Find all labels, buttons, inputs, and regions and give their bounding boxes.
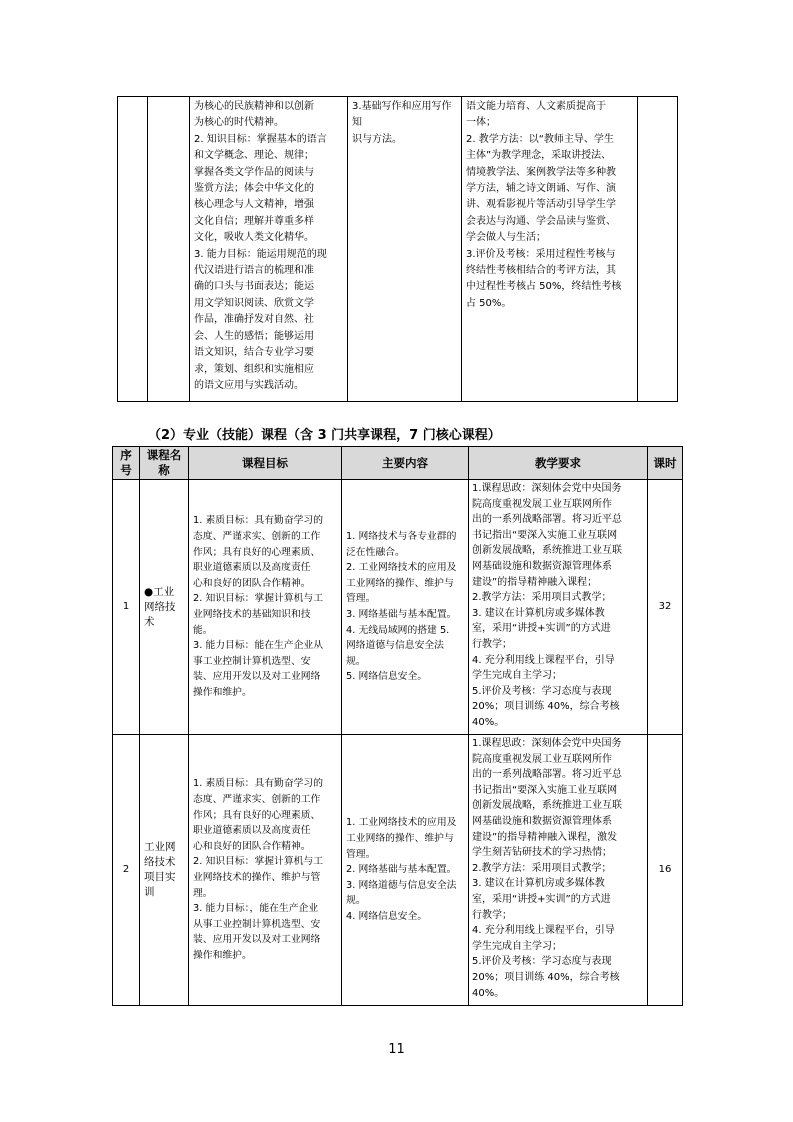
- text-line: 掌握各类文学作品的阅读与: [194, 166, 314, 178]
- text-line: 5.评价及考核：学习态度与表现: [472, 685, 612, 697]
- text-line: 1.课程思政：深刻体会党中央国务: [472, 483, 622, 494]
- content-text: [346, 529, 464, 685]
- table-row: [113, 480, 683, 735]
- main-content-cell: [342, 735, 469, 1006]
- text-line: 1. 素质目标：具有勤奋学习的: [193, 515, 324, 527]
- text-line: 作品，准确抒发对自然、社: [194, 314, 314, 326]
- goal-text: [193, 513, 337, 700]
- text-line: 室，采用“讲授+实训”的方式进: [472, 623, 611, 635]
- course-goal-cell: [190, 97, 348, 402]
- text-line: 装、应用开发以及对工业网络: [193, 934, 321, 946]
- text-line: 中过程性考核占 50%，终结性考核: [466, 281, 622, 293]
- text-line: 3. 能力目标：能运用规范的现: [194, 248, 327, 260]
- text-line: 业网络技术的操作、维护与管: [193, 872, 321, 883]
- text-line: 职业道德素质以及高度责任: [193, 825, 311, 837]
- text-line: 20%；项目训练 40%，综合考核: [472, 971, 620, 983]
- text-line: 的语文应用与实践活动。: [194, 379, 304, 391]
- text-line: 学会做人与生活；: [466, 232, 546, 244]
- text-line: 行教学；: [472, 638, 512, 650]
- text-line: 工业网络的操作、维护与: [346, 833, 454, 845]
- text-line: 3. 能力目标：能在生产企业从: [193, 640, 324, 652]
- text-line: 4. 网络信息安全。: [346, 910, 428, 922]
- text-line: 4. 充分利用线上课程平台，引导: [472, 654, 615, 666]
- text-line: 求，策划、组织和实施相应: [194, 363, 314, 375]
- text-line: 3. 建议在计算机房或多媒体教: [472, 878, 605, 890]
- text-line: 书记指出“要深入实施工业互联网: [472, 529, 618, 541]
- requirements-text: [472, 481, 644, 731]
- text-line: 创新发展战略，系统推进工业互联: [472, 800, 622, 812]
- text-line: 作风；具有良好的心理素质、: [193, 546, 321, 558]
- text-line: 3. 能力目标：，能在生产企业: [193, 903, 319, 915]
- text-line: 确的口头与书面表达；能运: [194, 281, 314, 293]
- hours-cell: [638, 97, 678, 402]
- text-line: 职业道德素质以及高度责任: [193, 562, 311, 574]
- text-line: 装、应用开发以及对工业网络: [193, 671, 321, 683]
- row-index: 2: [113, 735, 140, 1006]
- text-line: 40%。: [472, 987, 505, 999]
- text-line: 情境教学法、案例教学法等多种教: [466, 166, 616, 178]
- text-line: 1. 工业网络技术的应用及: [346, 817, 457, 829]
- text-line: 2. 网络基础与基本配置。: [346, 864, 457, 876]
- table-row: [118, 97, 678, 402]
- table-header-row: [113, 447, 683, 480]
- course-name: 工业网络技术项目实训: [140, 735, 189, 1006]
- text-line: 态度、严谨求实、创新的工作: [193, 531, 321, 543]
- text-line: 学生刻苦钻研技术的学习热情；: [472, 847, 612, 859]
- text-line: 院高度重视发展工业互联网所作: [472, 753, 612, 765]
- text-line: 操作和维护。: [193, 949, 252, 961]
- text-line: 5.评价及考核：学习态度与表现: [472, 956, 612, 968]
- text-line: 2.教学方法：采用项目式教学；: [472, 592, 612, 604]
- content-text: [346, 815, 464, 924]
- text-line: 文化自信；理解并尊重多样: [194, 215, 314, 227]
- text-line: 为核心的民族精神和以创新: [194, 101, 314, 112]
- text-line: 语文能力培育、人文素质提高于: [466, 101, 606, 112]
- header-main-content: 主要内容: [342, 447, 469, 480]
- text-line: 4. 无线局域网的搭建 5.: [346, 624, 450, 636]
- text-line: 2. 知识目标：掌握计算机与工: [193, 593, 324, 605]
- goal-text: [193, 776, 337, 963]
- text-line: 管理。: [346, 848, 376, 860]
- text-line: 会、人生的感悟；能够运用: [194, 330, 314, 342]
- page-number: 11: [388, 1042, 405, 1057]
- course-hours: 16: [648, 735, 683, 1006]
- course-name-cell: [148, 97, 190, 402]
- text-line: 3.评价及考核：采用过程性考核与: [466, 248, 616, 260]
- text-line: 学方法，辅之诗文朗诵、写作、演: [466, 183, 616, 195]
- teaching-requirements-cell: [462, 97, 638, 402]
- text-line: 学生完成自主学习；: [472, 670, 562, 682]
- text-line: 学生完成自主学习；: [472, 940, 562, 952]
- text-line: 20%；项目训练 40%，综合考核: [472, 701, 620, 713]
- text-line: 3. 网络基础与基本配置。: [346, 609, 457, 620]
- course-hours: 32: [648, 480, 683, 735]
- text-line: 占 50%。: [466, 297, 512, 309]
- text-line: 业网络技术的基础知识和技: [193, 609, 311, 620]
- text-line: 2. 知识目标：掌握计算机与工: [193, 856, 324, 868]
- text-line: 从事工业控制计算机选型、安: [193, 918, 321, 930]
- text-line: 为核心的时代精神。: [194, 117, 284, 129]
- course-goal-cell: [189, 480, 342, 735]
- teaching-requirements-cell: [469, 735, 648, 1006]
- text-line: 2. 知识目标：掌握基本的语言: [194, 133, 327, 145]
- text-line: 语文知识，结合专业学习要: [194, 347, 314, 359]
- text-line: 出的一系列战略部署。将习近平总: [472, 769, 622, 781]
- text-line: 出的一系列战略部署。将习近平总: [472, 514, 622, 526]
- index-cell: [118, 97, 148, 402]
- text-line: 3.基础写作和应用写作知: [352, 101, 452, 129]
- text-line: 网基础设施和数据资源管理体系: [472, 815, 612, 827]
- text-line: 建设”的指导精神融入课程；: [472, 576, 598, 588]
- text-line: 3. 网络道德与信息安全法: [346, 879, 457, 891]
- text-line: 1.课程思政：深刻体会党中央国务: [472, 738, 622, 749]
- header-course-name: 课程名称: [140, 447, 189, 480]
- text-line: 1. 网络技术与各专业群的: [346, 531, 457, 543]
- text-line: 核心理念与人文精神，增强: [194, 199, 314, 211]
- text-line: 作风；具有良好的心理素质、: [193, 809, 321, 821]
- text-line: 鉴赏方法；体会中华文化的: [194, 183, 314, 195]
- text-line: 态度、严谨求实、创新的工作: [193, 794, 321, 806]
- text-line: 1. 素质目标：具有勤奋学习的: [193, 778, 324, 790]
- text-line: 识与方法。: [352, 133, 402, 145]
- text-line: 一体；: [466, 117, 496, 129]
- row-index: 1: [113, 480, 140, 735]
- text-line: 2. 教学方法：以“教师主导、学生: [466, 133, 614, 145]
- text-line: 2.教学方法：采用项目式教学；: [472, 862, 612, 874]
- text-line: 泛在性融合。: [346, 546, 405, 558]
- text-line: 事工业控制计算机选型、安: [193, 655, 311, 667]
- text-line: 室，采用“讲授+实训”的方式进: [472, 893, 611, 905]
- text-line: 书记指出“要深入实施工业互联网: [472, 784, 618, 796]
- previous-course-table-continuation: [117, 96, 678, 402]
- text-line: 规。: [346, 895, 366, 907]
- table-row: [113, 735, 683, 1006]
- main-content-cell: [342, 480, 469, 735]
- text-line: 创新发展战略，系统推进工业互联: [472, 545, 622, 557]
- text-line: 用文学知识阅读、欣赏文学: [194, 297, 314, 309]
- text-line: 网基础设施和数据资源管理体系: [472, 560, 612, 572]
- text-line: 管理。: [346, 593, 376, 605]
- text-line: 规。: [346, 655, 366, 667]
- header-teaching-requirements: 教学要求: [469, 447, 648, 480]
- professional-course-table: [112, 446, 683, 1006]
- main-content-cell: [348, 97, 462, 402]
- text-line: 和文学概念、理论、规律；: [194, 150, 314, 162]
- course-name: ●工业网络技术: [140, 480, 189, 735]
- text-line: 院高度重视发展工业互联网所作: [472, 498, 612, 510]
- text-line: 工业网络的操作、维护与: [346, 577, 454, 589]
- requirements-text: [466, 99, 633, 312]
- text-line: 4. 充分利用线上课程平台，引导: [472, 925, 615, 937]
- goal-text: [194, 99, 343, 394]
- header-course-goal: 课程目标: [189, 447, 342, 480]
- text-line: 行教学；: [472, 909, 512, 921]
- text-line: 建设”的指导精神融入课程，激发: [472, 831, 618, 843]
- text-line: 网络道德与信息安全法: [346, 640, 444, 652]
- course-goal-cell: [189, 735, 342, 1006]
- text-line: 2. 工业网络技术的应用及: [346, 562, 457, 574]
- text-line: 文化，吸收人类文化精华。: [194, 232, 314, 244]
- text-line: 3. 建议在计算机房或多媒体教: [472, 607, 605, 619]
- text-line: 主体”为教学理念，采取讲授法、: [466, 150, 612, 162]
- text-line: 会表达与沟通、学会品读与鉴赏、: [466, 215, 616, 227]
- section-title: （2）专业（技能）课程（含 3 门共享课程，7 门核心课程）: [148, 428, 501, 443]
- text-line: 代汉语进行语言的梳理和准: [194, 265, 314, 277]
- text-line: 5. 网络信息安全。: [346, 671, 428, 683]
- text-line: 操作和维护。: [193, 686, 252, 698]
- requirements-text: [472, 736, 644, 1001]
- text-line: 能。: [193, 624, 213, 636]
- text-line: 40%。: [472, 716, 505, 728]
- text-line: 心和良好的团队合作精神。: [193, 840, 311, 852]
- content-text: [352, 99, 457, 148]
- text-line: 心和良好的团队合作精神。: [193, 577, 311, 589]
- text-line: 讲、观看影视片等活动引导学生学: [466, 199, 616, 211]
- header-hours: 课时: [648, 447, 683, 480]
- text-line: 理。: [193, 887, 213, 899]
- header-index: 序号: [113, 447, 140, 480]
- text-line: 终结性考核相结合的考评方法，其: [466, 265, 616, 277]
- teaching-requirements-cell: [469, 480, 648, 735]
